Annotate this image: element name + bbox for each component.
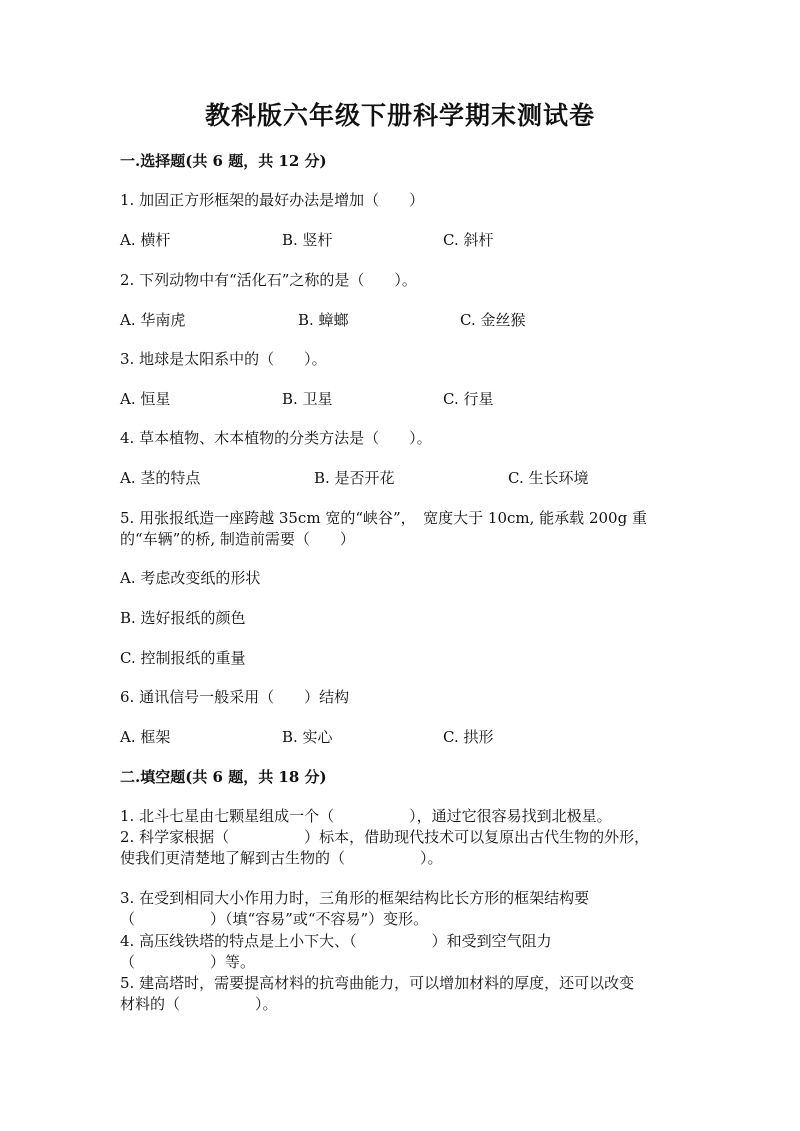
- fill-line: 使我们更清楚地了解到古生物的（ ）。: [120, 849, 443, 867]
- fill-line: 1. 北斗七星由七颗星组成一个（ ），通过它很容易找到北极星。: [120, 807, 612, 825]
- option-c: C. 控制报纸的重量: [120, 649, 246, 667]
- option-a: A. 华南虎: [120, 311, 186, 329]
- option-b: B. 选好报纸的颜色: [120, 609, 246, 627]
- question-stem: 4. 草本植物、木本植物的分类方法是（ ）。: [120, 429, 432, 447]
- page-title: 教科版六年级下册科学期末测试卷: [204, 101, 595, 130]
- option-b: B. 卫星: [282, 390, 333, 408]
- fill-line: 5. 建高塔时，需要提高材料的抗弯曲能力，可以增加材料的厚度，还可以改变: [120, 974, 635, 992]
- fill-line: 4. 高压线铁塔的特点是上小下大、（ ）和受到空气阻力: [120, 932, 552, 950]
- question-stem: 2. 下列动物中有“活化石”之称的是（ ）。: [120, 271, 417, 289]
- option-c: C. 生长环境: [508, 469, 589, 487]
- fill-line: 材料的（ ）。: [120, 995, 278, 1013]
- option-b: B. 实心: [282, 728, 333, 746]
- option-c: C. 行星: [443, 390, 494, 408]
- question-stem: 5. 用张报纸造一座跨越 35cm 宽的“峡谷”， 宽度大于 10cm, 能承载 200g 重: [120, 509, 647, 527]
- option-a: A. 横杆: [120, 231, 171, 249]
- fill-line: 3. 在受到相同大小作用力时，三角形的框架结构比长方形的框架结构要: [120, 889, 590, 907]
- question-stem: 6. 通讯信号一般采用（ ）结构: [120, 688, 350, 706]
- option-a: A. 框架: [120, 728, 171, 746]
- option-b: B. 蟑螂: [298, 311, 349, 329]
- question-stem: 1. 加固正方形框架的最好办法是增加（ ）: [120, 191, 425, 209]
- fill-line: （ ）（填“容易”或“不容易”）变形。: [120, 910, 429, 928]
- option-b: B. 是否开花: [314, 469, 395, 487]
- option-a: A. 茎的特点: [120, 469, 201, 487]
- option-c: C. 斜杆: [443, 231, 494, 249]
- option-a: A. 恒星: [120, 390, 171, 408]
- option-c: C. 拱形: [443, 728, 494, 746]
- fill-line: 2. 科学家根据（ ）标本，借助现代技术可以复原出古代生物的外形，: [120, 828, 650, 846]
- fill-line: （ ）等。: [120, 953, 256, 971]
- option-c: C. 金丝猴: [460, 311, 526, 329]
- option-a: A. 考虑改变纸的形状: [120, 569, 261, 587]
- section-heading-fill: 二.填空题(共 6 题，共 18 分): [120, 768, 327, 786]
- question-stem: 3. 地球是太阳系中的（ ）。: [120, 350, 327, 368]
- question-stem: 的“车辆”的桥, 制造前需要（ ）: [120, 530, 355, 548]
- section-heading-choice: 一.选择题(共 6 题，共 12 分): [120, 152, 327, 170]
- option-b: B. 竖杆: [282, 231, 333, 249]
